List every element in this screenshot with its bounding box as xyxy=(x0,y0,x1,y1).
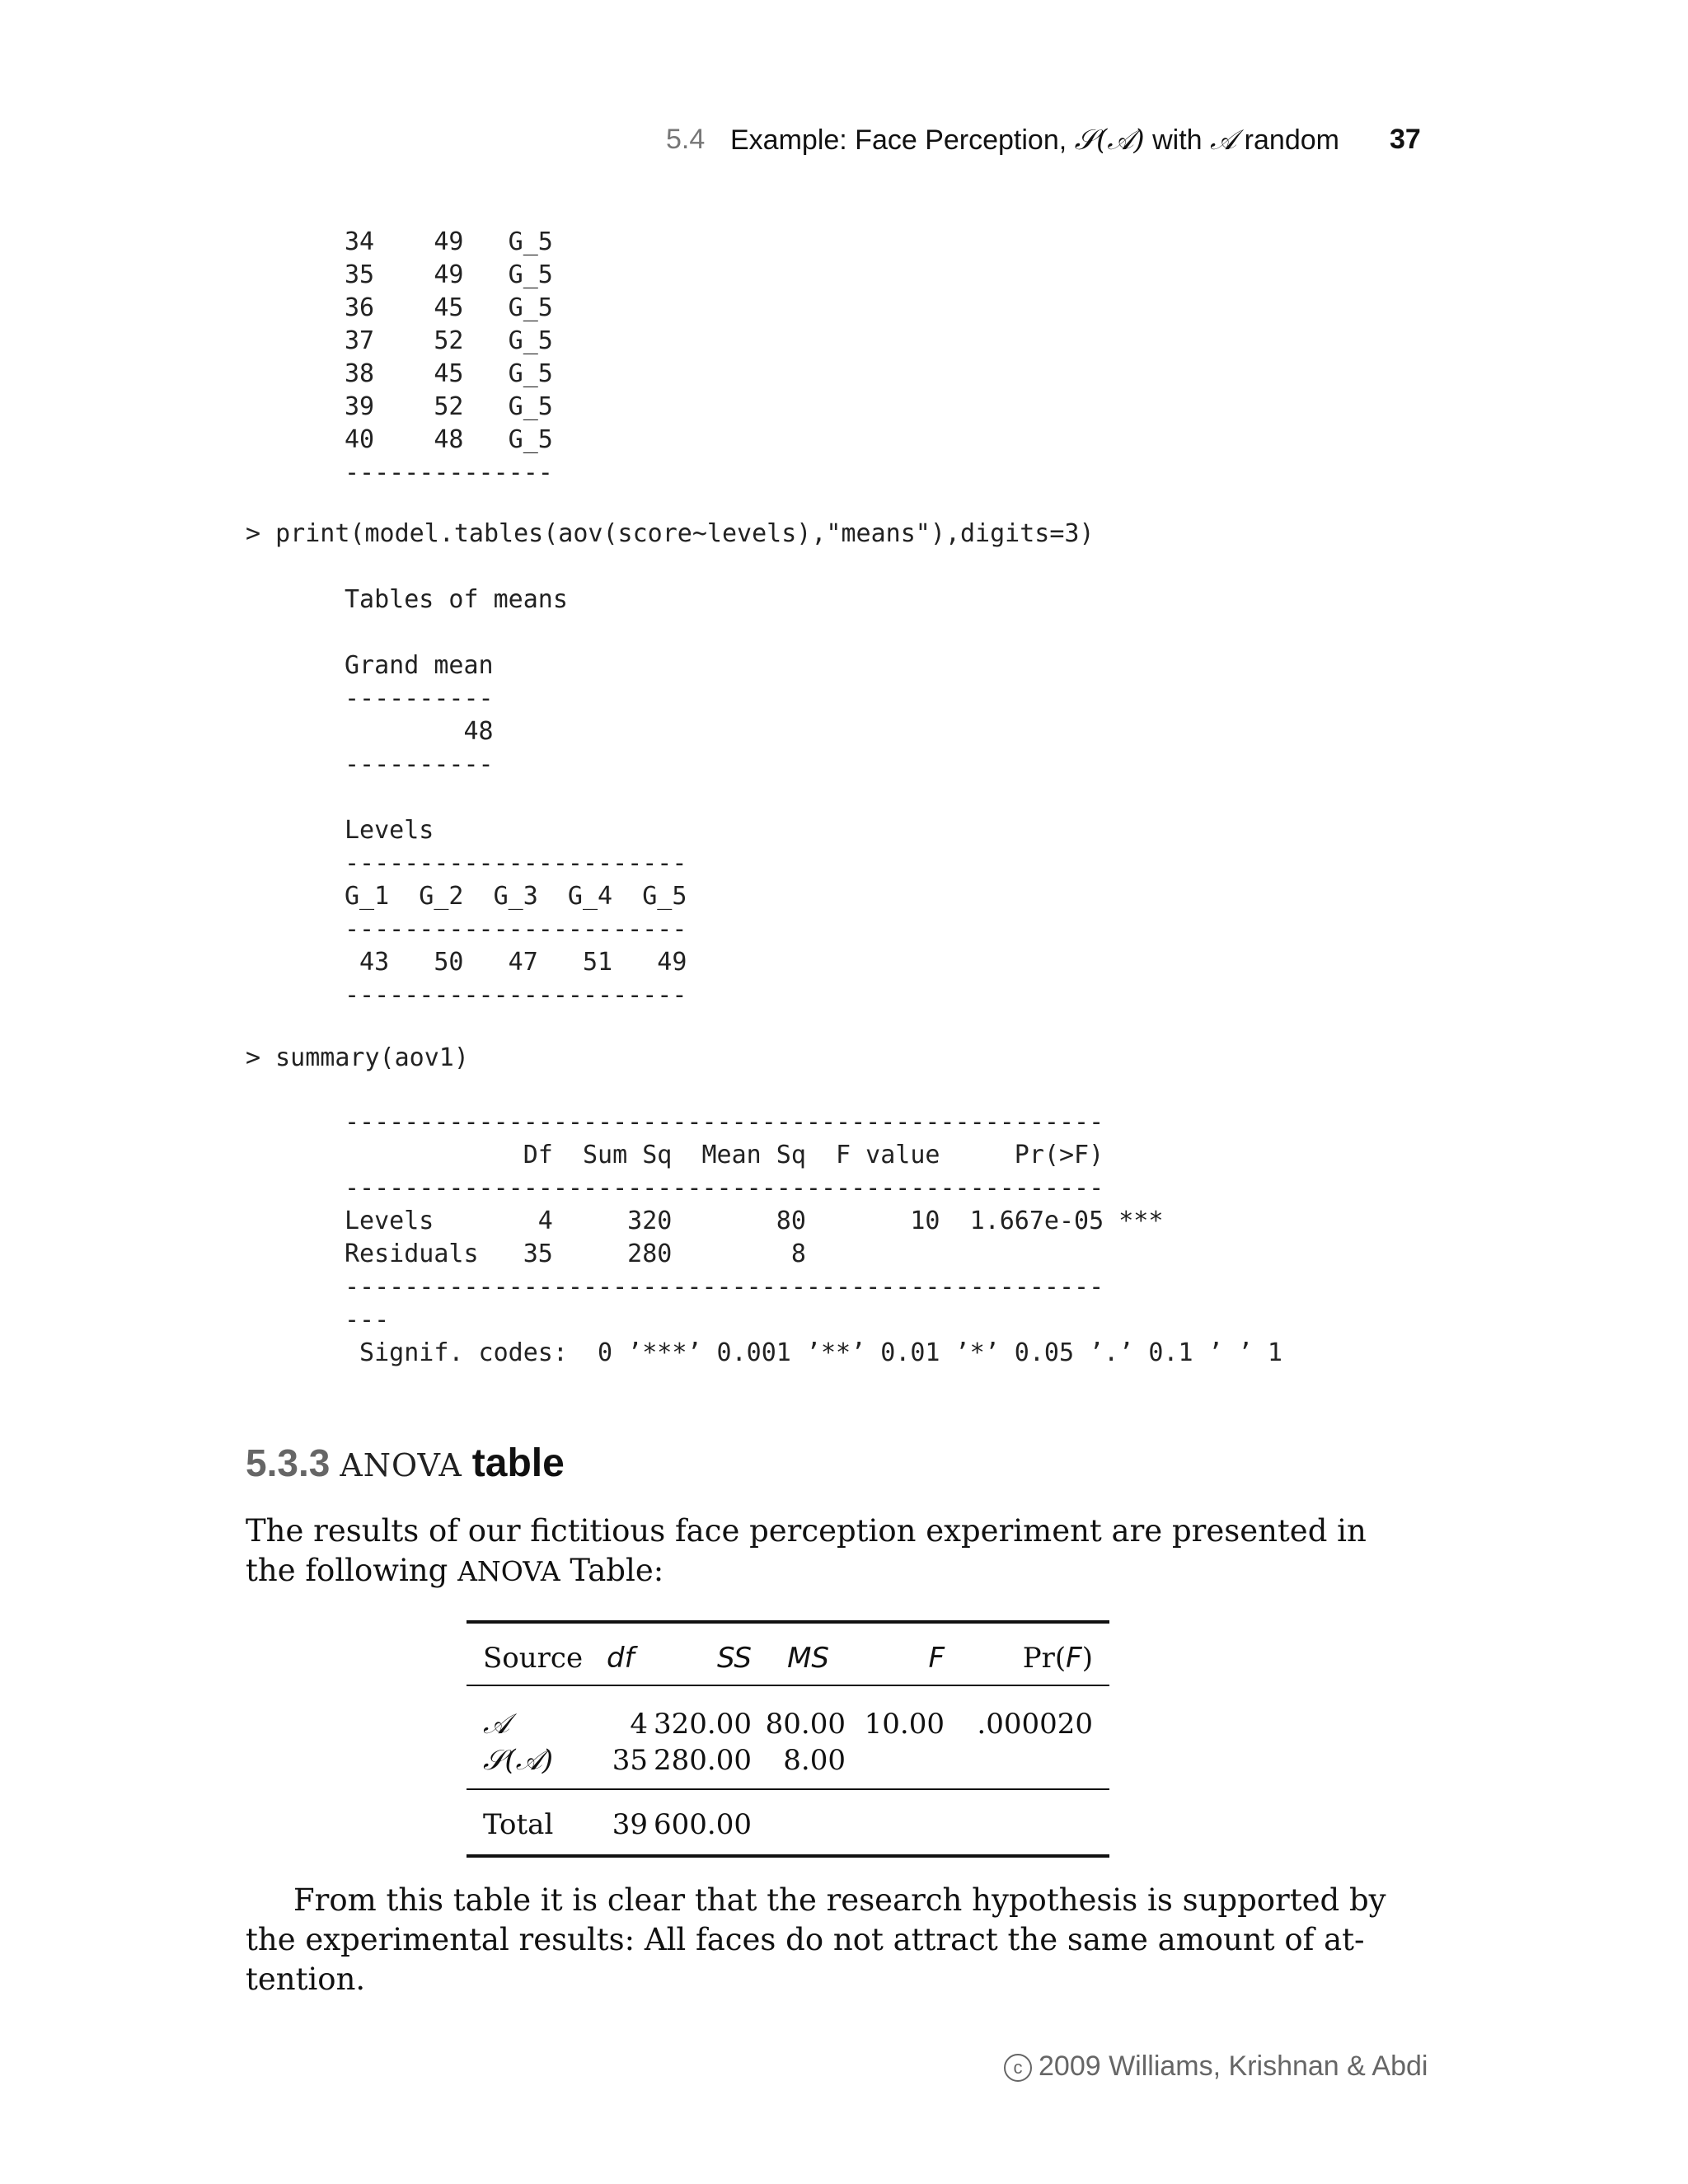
r-command-summary: > summary(aov1) xyxy=(246,1043,469,1072)
row-a-df: 4 xyxy=(630,1708,648,1741)
section-number: 5.3.3 xyxy=(246,1441,331,1484)
row-sa-df: 35 xyxy=(612,1744,648,1777)
table-total-rule xyxy=(467,1788,1109,1790)
col-header-f: F xyxy=(928,1642,945,1675)
row-a-f: 10.00 xyxy=(864,1708,945,1741)
row-total-ss: 600.00 xyxy=(654,1808,752,1841)
col-header-pr: Pr(F) xyxy=(1022,1642,1093,1675)
row-total-df: 39 xyxy=(612,1808,648,1841)
header-title-text: Example: Face Perception, xyxy=(730,124,1067,156)
header-random: random xyxy=(1244,124,1339,156)
aov-summary-output: --------------------------------------------------- Df Sum Sq Mean Sq F value Pr(>F) --------------------------------------------------- Levels 4 320 80 10 1.667e-05 *** Residuals 35 280 8 --------------------------------------------------- --- Signif. codes: 0 ’***’ 0.001 ’**’ 0.01 ’*’ 0.05 ’.’ 0.1 ’ ’ 1 xyxy=(345,1108,1282,1367)
row-a-p: .000020 xyxy=(977,1708,1093,1741)
means-table-output: Tables of means Grand mean ---------- 48 ---------- Levels ----------------------- G_1 G_2 G_3 G_4 G_5 ----------------------- 43 50 47 51 49 ----------------------- xyxy=(345,585,687,1010)
row-a-ss: 320.00 xyxy=(654,1708,752,1741)
row-sa-ss: 280.00 xyxy=(654,1744,752,1777)
copyright-text: 2009 Williams, Krishnan & Abdi xyxy=(1039,2050,1428,2082)
intro-text-end: Table: xyxy=(560,1553,664,1588)
header-math-a: 𝒜 xyxy=(1210,124,1237,157)
intro-anova: ANOVA xyxy=(457,1555,560,1587)
r-command-means: > print(model.tables(aov(score~levels),"means"),digits=3) xyxy=(246,519,1095,548)
col-header-ss: SS xyxy=(717,1642,752,1675)
table-bottom-rule xyxy=(467,1854,1109,1858)
page-number: 37 xyxy=(1390,124,1421,155)
col-header-ms: MS xyxy=(787,1642,829,1675)
col-header-source: Source xyxy=(483,1642,584,1675)
header-title xyxy=(730,124,1339,157)
row-source-sa: 𝒮(𝒜) xyxy=(483,1744,554,1777)
conclusion-paragraph xyxy=(246,1881,1416,1999)
conclusion-text: From this table it is clear that the research hypothesis is supported by the experimental results: All faces do not attract the same amount of at-tention. xyxy=(246,1882,1386,1997)
section-heading xyxy=(246,1441,565,1486)
copyright-notice xyxy=(1004,2050,1428,2083)
row-source-a: 𝒜 xyxy=(483,1708,510,1741)
intro-text: The results of our fictitious face perception experiment are presented in the following xyxy=(246,1513,1367,1588)
copyright-icon: c xyxy=(1004,2054,1032,2082)
row-a-ms: 80.00 xyxy=(765,1708,846,1741)
section-title-word: table xyxy=(471,1441,565,1485)
table-header-rule xyxy=(467,1685,1109,1686)
table-top-rule xyxy=(467,1620,1109,1624)
col-header-df: df xyxy=(607,1642,635,1675)
header-math-sa: 𝒮(𝒜) xyxy=(1074,124,1145,157)
data-listing-tail: 34 49 G_5 35 49 G_5 36 45 G_5 37 52 G_5 38 45 G_5 39 52 G_5 40 48 G_5 -------------- xyxy=(345,227,553,487)
intro-paragraph xyxy=(246,1511,1416,1591)
running-header xyxy=(0,124,1688,165)
header-with: with xyxy=(1152,124,1203,156)
row-sa-ms: 8.00 xyxy=(783,1744,846,1777)
section-anova-word: ANOVA xyxy=(340,1447,462,1483)
header-section-number: 5.4 xyxy=(666,124,706,155)
row-total-source: Total xyxy=(483,1808,554,1841)
anova-table xyxy=(467,1620,1109,1869)
